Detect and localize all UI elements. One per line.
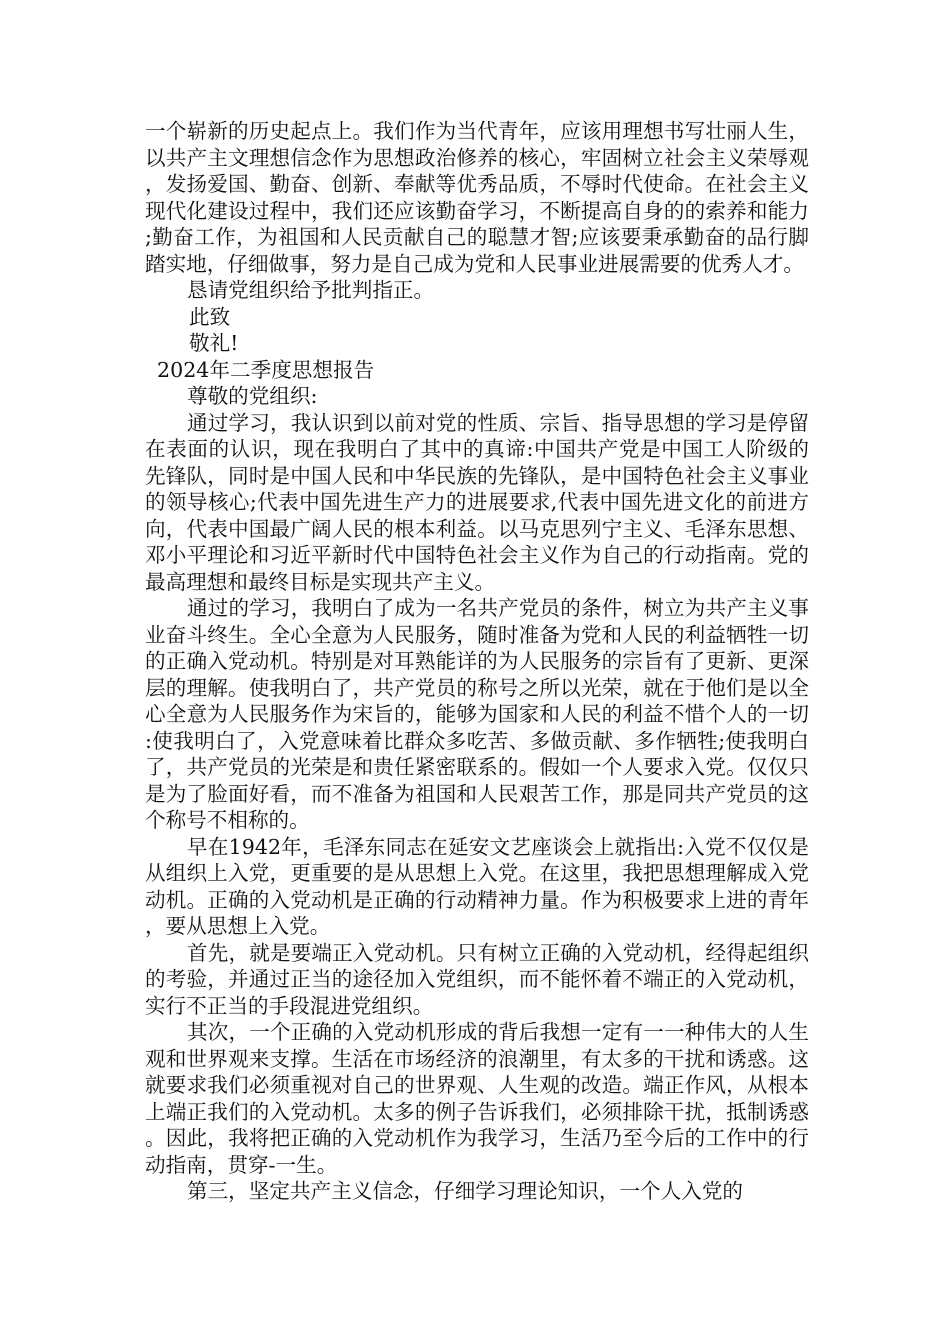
paragraph-request: 恳请党组织给予批判指正。 xyxy=(187,278,435,302)
paragraph-first: 首先，就是要端正入党动机。只有树立正确的入党动机，经得起组织的考验，并通过正当的途径加入党组织，而不能怀着不端正的入党动机，实行不正当的手段混进党组织。 xyxy=(145,940,809,1018)
report-title: 2024年二季度思想报告 xyxy=(157,357,375,382)
paragraph-1942: 早在1942年，毛泽东同志在延安文艺座谈会上就指出:入党不仅仅是从组织上入党，更重要的是从思想上入党。在这里，我把思想理解成入党动机。正确的入党动机是正确的行动精神力量。作为积极要求上进的青年，要从思想上入党。 xyxy=(145,834,809,938)
paragraph-conditions: 通过的学习，我明白了成为一名共产党员的条件，树立为共产主义事业奋斗终生。全心全意为人民服务，随时准备为党和人民的利益牺牲一切的正确入党动机。特别是对耳熟能详的为人民服务的宗旨有了更新、更深层的理解。使我明白了，共产党员的称号之所以光荣，就在于他们是以全心全意为人民服务作为宋旨的，能够为国家和人民的利益不惜个人的一切:使我明白了，入党意味着比群众多吃苦、多做贡献、多作牺牲;使我明白了，共产党员的光荣是和贵任紧密联系的。假如一个人要求入党。仅仅只是为了脸面好看，而不准备为祖国和人民艰苦工作，那是同共产党员的这个称号不相称的。 xyxy=(145,596,809,832)
document-page xyxy=(145,118,809,1205)
paragraph-study: 通过学习，我认识到以前对党的性质、宗旨、指导思想的学习是停留在表面的认识，现在我明白了其中的真谛:中国共产党是中国工人阶级的先锋队，同时是中国人民和中华民族的先锋队，是中国特色社会主义事业的领导核心;代表中国先进生产力的进展要求,代表中国先进文化的前进方向，代表中国最广阔人民的根本利益。以马克思列宁主义、毛泽东思想、邓小平理论和习近平新时代中国特色社会主义作为自己的行动指南。党的最高理想和最终目标是实现共产主义。 xyxy=(145,410,809,594)
greeting: 尊敬的党组织: xyxy=(187,384,318,408)
paragraph-third: 第三，坚定共产主义信念，仔细学习理论知识，一个人入党的 xyxy=(187,1179,744,1203)
paragraph-intro: 一个崭新的历史起点上。我们作为当代青年，应该用理想书写壮丽人生，以共产主文理想信念作为思想政治修养的核心，牢固树立社会主义荣辱观，发扬爱国、勤奋、创新、奉献等优秀品质，不辱时代使命。在社会主义现代化建设过程中，我们还应该勤奋学习，不断提高自身的的索养和能力;勤奋工作，为祖国和人民贡献自己的聪慧才智;应该要秉承勤奋的品行脚踏实地，仔细做事，努力是自己成为党和人民事业进展需要的优秀人才。 xyxy=(145,119,809,276)
paragraph-second: 其次，一个正确的入党动机形成的背后我想一定有一一种伟大的人生观和世界观来支撑。生活在市场经济的浪潮里，有太多的干扰和诱惑。这就要求我们必须重视对自己的世界观、人生观的改造。端正作风，从根本上端正我们的入党动机。太多的例子告诉我们，必须排除干扰，抵制诱惑。因此，我将把正确的入党动机作为我学习，生活乃至今后的工作中的行动指南，贯穿-一生。 xyxy=(145,1020,809,1177)
closing-regards: 敬礼! xyxy=(189,331,239,355)
closing-salutation: 此致 xyxy=(189,304,231,329)
